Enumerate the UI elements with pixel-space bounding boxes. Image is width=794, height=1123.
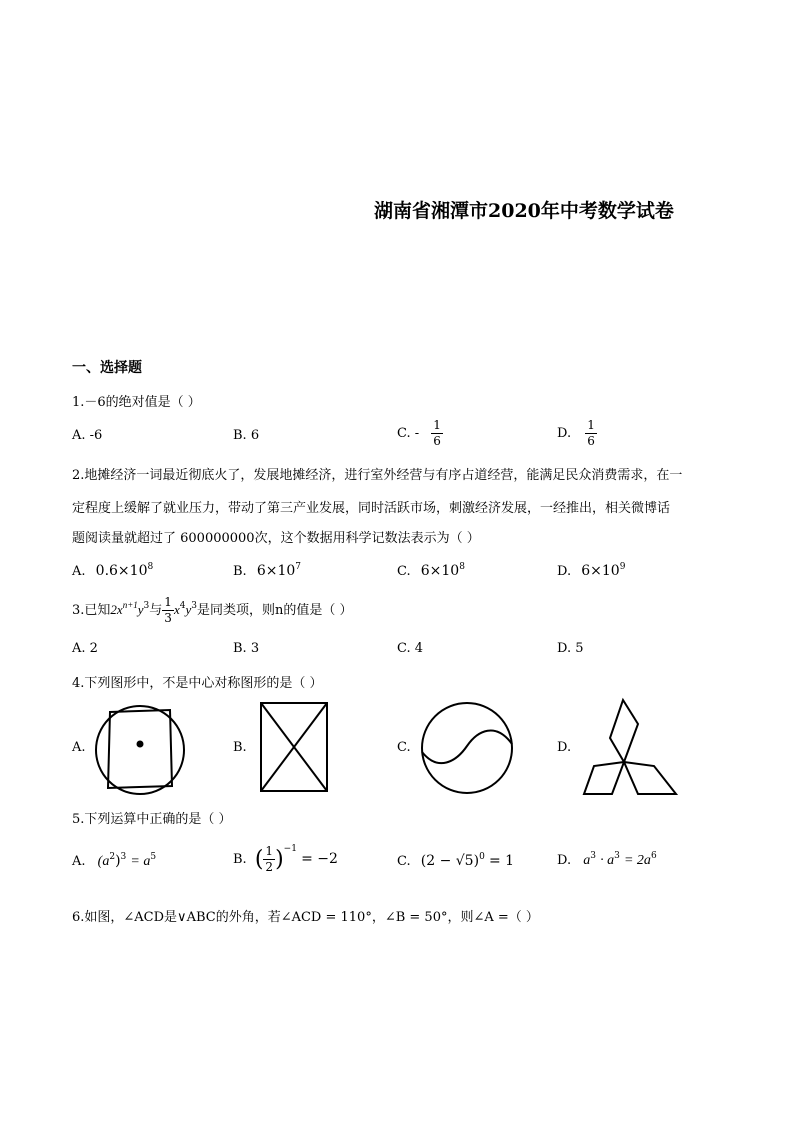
q5-b-den: 2 bbox=[265, 860, 274, 874]
q5-d-mid: · a bbox=[600, 853, 615, 868]
q5-d-e1: 3 bbox=[590, 851, 596, 861]
q5-b-exp: −1 bbox=[283, 844, 297, 854]
q5-a-base: (a bbox=[97, 854, 110, 869]
question-2-line-2: 定程度上缓解了就业压力，带动了第三产业发展，同时活跃市场，刺激经济发展，一经推出，相关微博话 bbox=[72, 501, 671, 516]
q5-option-d bbox=[557, 853, 657, 869]
q2-c-exp: 8 bbox=[459, 562, 465, 572]
q3-term2-yexp: 3 bbox=[191, 601, 197, 611]
q5-a-rhs: = a bbox=[130, 854, 151, 869]
q2-b-label: B. bbox=[233, 564, 247, 579]
q4-figure-a-circle-square bbox=[92, 702, 188, 798]
q2-d-base: 6×10 bbox=[581, 563, 620, 579]
q2-d-exp: 9 bbox=[619, 562, 626, 572]
q5-d-e3: 6 bbox=[650, 851, 657, 861]
q1-c-denominator: 6 bbox=[433, 434, 441, 448]
q5-c-rhs: = 1 bbox=[488, 853, 515, 869]
q3-option-b: B. 3 bbox=[233, 641, 260, 656]
q5-option-c bbox=[397, 853, 514, 869]
section-heading: 一、选择题 bbox=[72, 360, 142, 376]
q5-c-label: C. bbox=[397, 854, 411, 869]
q3-term2-exp: 4 bbox=[179, 601, 186, 611]
q3-option-d: D. 5 bbox=[557, 641, 584, 656]
q2-c-label: C. bbox=[397, 564, 411, 579]
q5-b-label: B. bbox=[233, 852, 247, 867]
q2-option-a bbox=[72, 563, 153, 579]
q3-term2: x bbox=[173, 602, 180, 617]
q2-b-exp: 7 bbox=[295, 562, 302, 572]
q3-term1: 2x bbox=[110, 602, 123, 617]
question-1-stem: 1.－6的绝对值是（ ） bbox=[72, 395, 201, 410]
q2-a-label: A. bbox=[72, 564, 86, 579]
question-5-stem: 5.下列运算中正确的是（ ） bbox=[72, 812, 232, 827]
q1-d-denominator: 6 bbox=[587, 434, 595, 448]
q1-option-c bbox=[397, 418, 443, 449]
q4-figure-c-circle-wave bbox=[418, 700, 516, 796]
q3-suffix: 是同类项，则n的值是（ ） bbox=[196, 603, 353, 618]
q5-option-a bbox=[72, 853, 156, 870]
q1-c-numerator: 1 bbox=[433, 418, 441, 432]
q1-option-d-prefix: D. bbox=[557, 426, 572, 441]
q4-figure-d-three-diamonds bbox=[580, 696, 680, 800]
q2-c-base: 6×10 bbox=[420, 563, 460, 579]
q3-term1-y: y bbox=[137, 602, 144, 617]
q5-c-exp: 0 bbox=[479, 852, 485, 862]
q2-a-base: 0.6×10 bbox=[95, 563, 148, 579]
q5-a-outer-exp: 3 bbox=[120, 852, 127, 862]
question-2-line-3: 题阅读量就超过了 600000000次，这个数据用科学记数法表示为（ ） bbox=[72, 531, 480, 546]
q4-option-c-label: C. bbox=[397, 740, 411, 755]
question-2-line-1: 2.地摊经济一词最近彻底火了，发展地摊经济，进行室外经营与有序占道经营，能满足民众消费需求，在一 bbox=[72, 468, 683, 483]
q5-option-b: B. ( $\frac{1}{2}$ )$^{-1}$ = −2 bbox=[233, 844, 338, 874]
q1-option-c-prefix: C. - bbox=[397, 426, 420, 441]
q5-c-expr: (2 − √5) bbox=[420, 853, 480, 869]
q5-b-num: 1 bbox=[265, 844, 274, 858]
page-title: 湖南省湘潭市2020年中考数学试卷 bbox=[374, 200, 674, 222]
q5-a-rhs-exp: 5 bbox=[150, 852, 157, 862]
q4-option-b-label: B. bbox=[233, 740, 247, 755]
q3-prefix: 3.已知 bbox=[72, 603, 111, 618]
question-3-stem bbox=[72, 595, 352, 626]
q2-option-d bbox=[557, 563, 625, 579]
q3-frac-den: 3 bbox=[164, 611, 172, 625]
q4-option-d-label: D. bbox=[557, 740, 572, 755]
q5-d-label: D. bbox=[557, 853, 572, 868]
q4-figure-b-crossed-rectangle bbox=[258, 700, 330, 794]
q1-option-d bbox=[557, 418, 597, 449]
question-6-stem: 6.如图，∠ACD是∨ABC的外角，若∠ACD = 110°，∠B = 50°，则∠A =（ ） bbox=[72, 910, 539, 925]
q3-frac-num: 1 bbox=[164, 595, 172, 609]
q2-b-base: 6×10 bbox=[256, 563, 296, 579]
q2-a-exp: 8 bbox=[147, 562, 154, 572]
q3-term2-y: y bbox=[185, 602, 192, 617]
q2-d-label: D. bbox=[557, 564, 572, 579]
q2-option-c bbox=[397, 563, 465, 579]
q1-d-numerator: 1 bbox=[587, 418, 595, 432]
q2-option-b bbox=[233, 563, 301, 579]
q5-a-label: A. bbox=[72, 854, 86, 869]
q5-b-rhs: = −2 bbox=[301, 851, 338, 867]
q3-mid: 与 bbox=[149, 603, 163, 618]
q5-d-e2: 3 bbox=[614, 851, 620, 861]
q5-a-inner-exp: 2 bbox=[109, 852, 116, 862]
question-4-stem: 4.下列图形中，不是中心对称图形的是（ ） bbox=[72, 676, 323, 691]
q3-term1-yexp: 3 bbox=[143, 601, 150, 611]
q5-d-rhs: = 2a bbox=[623, 853, 651, 868]
q5-d-expr: a bbox=[583, 853, 591, 868]
q3-option-a: A. 2 bbox=[72, 641, 98, 656]
q3-term1-exp: n+1 bbox=[122, 600, 138, 610]
q3-option-c: C. 4 bbox=[397, 641, 424, 656]
q1-option-a: A. -6 bbox=[72, 428, 103, 443]
q4-option-a-label: A. bbox=[72, 740, 86, 755]
q5-a-close: ) bbox=[115, 853, 121, 869]
q1-option-b: B. 6 bbox=[233, 428, 260, 443]
